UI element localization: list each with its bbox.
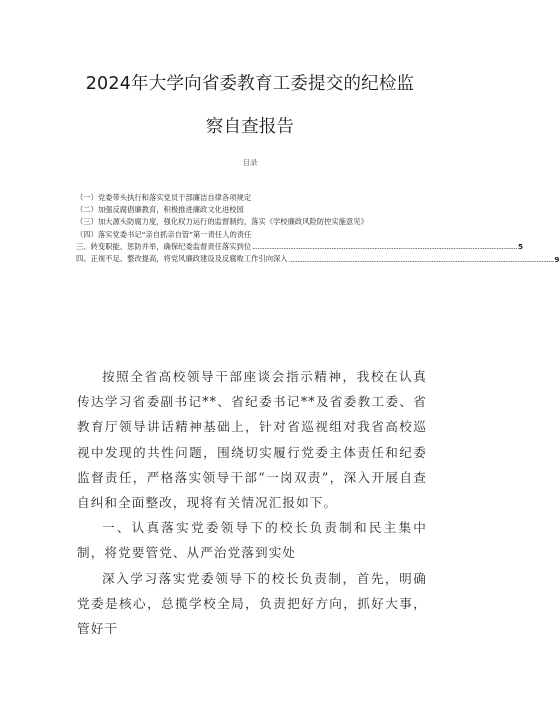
toc-item[interactable] xyxy=(76,241,524,253)
document-title-line-2: 察自查报告 xyxy=(205,117,295,137)
toc-page-number: 5 xyxy=(517,242,524,252)
toc-item-label: （三）加大源头防腐力度，强化权力运行的监督制约，落实《学校廉政风险防控实施意见》 xyxy=(76,217,368,227)
body-paragraph: 按照全省高校领导干部座谈会指示精神，我校在认真传达学习省委副书记**、省纪委书记**及省委教工委、省教育厅领导讲话精神基础上，针对省巡视组对我省高校巡视中发现的共性问题，围绕切实履行党委主体责任和纪委监督责任，严格落实领导干部“一岗双责”，深入开展自查自纠和全面整改，现将有关情况汇报如下。 xyxy=(77,369,427,511)
toc-leader-dots: .......................................................................................................................................................... xyxy=(252,242,517,252)
toc-item[interactable] xyxy=(76,229,424,241)
toc-item[interactable] xyxy=(76,204,424,216)
toc-leader-dots: .......................................................................................................................................................... xyxy=(288,254,554,264)
section-heading: 一、认真落实党委领导下的校长负责制和民主集中制，将党要管党、从严治党落到实处 xyxy=(77,520,427,561)
toc-item-label: （四）落实党委书记“亲自抓亲自管”第一责任人的责任 xyxy=(76,229,252,239)
toc-item-label: 三、转变职能、惩防并举，确保纪委监督责任落实到位 xyxy=(76,241,252,251)
toc-item-label: （二）加强反腐倡廉教育，积极推进廉政文化进校园 xyxy=(76,205,244,215)
toc-item[interactable] xyxy=(76,192,424,204)
toc-item[interactable] xyxy=(76,253,560,265)
document-body xyxy=(77,364,427,641)
toc-item-label: （一）党委带头执行和落实党员干部廉洁自律各项规定 xyxy=(76,193,252,203)
body-paragraph: 深入学习落实党委领导下的校长负责制，首先，明确党委是核心，总揽学校全局，负责把好方向，抓好大事，管好干 xyxy=(77,570,427,637)
toc-page-number: 9 xyxy=(554,254,560,264)
document-title-line-1: 2024年大学向省委教育工委提交的纪检监 xyxy=(85,74,415,94)
toc-item[interactable] xyxy=(76,216,424,228)
toc-item-label: 四、正视不足、整改提高，将党风廉政建设及反腐败工作引向深入 xyxy=(76,254,288,264)
table-of-contents xyxy=(76,192,560,265)
toc-heading: 目录 xyxy=(242,158,258,167)
